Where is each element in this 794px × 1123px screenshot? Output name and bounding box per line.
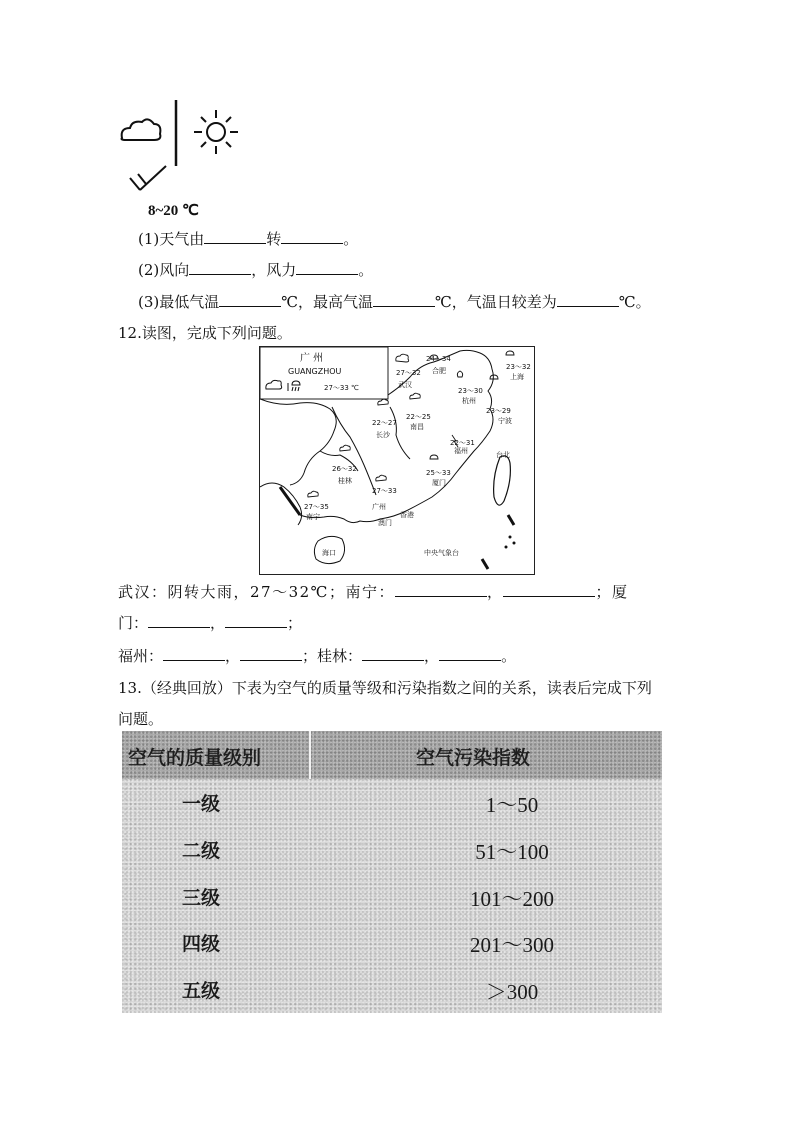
city-name: 厦门 [432, 479, 446, 487]
answer-blank[interactable] [219, 292, 281, 307]
city-name: 杭州 [462, 397, 476, 405]
city-temp: 27～33 [372, 487, 397, 495]
cloud-icon [122, 119, 161, 140]
city-name: 桂林 [338, 477, 352, 485]
table-cell: 二级 [182, 840, 221, 862]
table-cell: 三级 [182, 887, 221, 909]
header-divider [309, 731, 311, 779]
answer-blank[interactable] [204, 229, 266, 244]
table-cell: 五级 [182, 980, 221, 1002]
q11-item2: (2)风向 ，风力 。 [138, 261, 374, 279]
answer-blank[interactable] [296, 260, 358, 275]
city-name: 海口 [322, 549, 336, 557]
city-name: 宁波 [498, 417, 512, 425]
city-temp: 23～29 [486, 407, 511, 415]
city-temp: 26～32 [332, 465, 357, 473]
weather-symbol [118, 98, 248, 198]
answer-blank[interactable] [373, 292, 435, 307]
header-cell: 空气的质量级别 [128, 747, 262, 769]
city-temp: 22～27 [372, 419, 397, 427]
weather-map [259, 346, 535, 575]
island-dots [505, 536, 516, 549]
city-temp: 27～35 [304, 503, 329, 511]
q11-item1: (1)天气由 转 。 [138, 230, 359, 248]
city-temp: 22～31 [450, 439, 475, 447]
table-cell: 101～200 [470, 887, 554, 911]
city-name: 南昌 [410, 423, 424, 431]
q12-line1: 武汉：阴转大雨，27～32℃；南宁： ， ；厦 [118, 583, 629, 601]
air-quality-table [122, 731, 662, 1013]
answer-blank[interactable] [395, 582, 487, 597]
q12-title: 12.读图，完成下列问题。 [118, 324, 292, 342]
table-cell: 四级 [182, 933, 221, 955]
q13-title-line2: 问题。 [118, 710, 164, 728]
answer-blank[interactable] [189, 260, 251, 275]
table-header [122, 731, 662, 779]
city-temp: 23～32 [506, 363, 531, 371]
city-name: 福州 [454, 447, 468, 455]
city-name: 广州 [372, 503, 386, 511]
q13-title-line1: 13.（经典回放）下表为空气的质量等级和污染指数之间的关系，读表后完成下列 [118, 679, 652, 697]
answer-blank[interactable] [362, 646, 424, 661]
city-temp: 24～34 [426, 355, 451, 363]
header-cell: 空气污染指数 [416, 747, 531, 769]
city-name: 南宁 [306, 513, 320, 521]
inset-city-cn: 广 州 [300, 353, 324, 364]
city-temp: 27～32 [396, 369, 421, 377]
table-cell: ＞300 [485, 980, 539, 1004]
city-temp: 23～30 [458, 387, 483, 395]
answer-blank[interactable] [503, 582, 595, 597]
temperature-label: 8~20 ℃ [148, 203, 199, 219]
answer-blank[interactable] [439, 646, 501, 661]
table-cell: 1～50 [485, 793, 539, 817]
answer-blank[interactable] [557, 292, 619, 307]
inset-temp: 27～33 ℃ [324, 384, 359, 392]
answer-blank[interactable] [281, 229, 343, 244]
table-cell: 201～300 [470, 933, 554, 957]
answer-blank[interactable] [240, 646, 302, 661]
city-name: 上海 [510, 373, 524, 381]
inset-city-en: GUANGZHOU [288, 367, 342, 376]
city-name: 澳门 [378, 519, 392, 527]
sun-icon [194, 110, 238, 154]
answer-blank[interactable] [148, 613, 210, 628]
q11-item3: (3)最低气温 ℃，最高气温 ℃，气温日较差为 ℃。 [138, 293, 651, 311]
city-name: 香港 [400, 511, 414, 519]
city-name: 长沙 [376, 431, 390, 439]
table-cell: 51～100 [475, 840, 549, 864]
city-temp: 25～33 [426, 469, 451, 477]
answer-blank[interactable] [163, 646, 225, 661]
table-cell: 一级 [182, 793, 221, 815]
city-temp: 22～25 [406, 413, 431, 421]
wind-barb-icon [130, 166, 166, 190]
city-name: 武汉 [398, 381, 412, 389]
q12-line3: 福州： ， ；桂林： ， 。 [118, 647, 517, 665]
taiwan-island [494, 456, 511, 505]
city-name: 合肥 [432, 367, 446, 375]
q12-line2: 门： ， ； [118, 614, 303, 632]
city-name: 台北 [496, 451, 510, 459]
answer-blank[interactable] [225, 613, 287, 628]
map-credit: 中央气象台 [424, 549, 459, 557]
